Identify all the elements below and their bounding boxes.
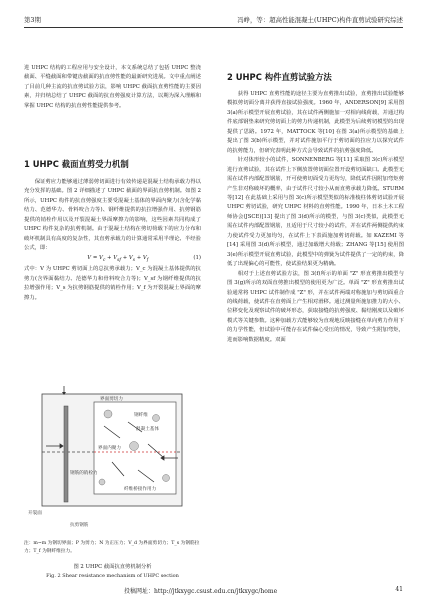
formula-description: 式中：V 为 UHPC 剪切面上的总抗剪承载力；V_c 为混凝土基体提供的抗剪力(含界面黏结力、范德华力和骨料咬合力等)；V_sf 为钢纤维提供的抗拉增强作用；V_s 为抗剪钢筋提供的销栓作用；V_f 为开裂混凝土界面的摩擦力。 bbox=[24, 266, 201, 301]
label-shear-reinforcement: 抗剪钢筋 bbox=[70, 523, 89, 528]
page-number: 41 bbox=[395, 586, 403, 593]
footer-journal-label: 投稿网址： bbox=[124, 588, 155, 595]
label-crack-surface: 开裂面 bbox=[28, 511, 42, 516]
right-paragraph-3: 相对于上述直剪试验方法，图 3(f)所示的单面 "Z" 形直剪推出模型与图 3(g)所示的双面直剪推出模型的使用更为广泛。单面 "Z" 形直剪推出试验通常将 UHPC 试件制作成 "Z" 形，并在试件两端对称施加与剪切面重合的线荷载，使试件在直剪面上产生相对滑移。通过测量所施加推力的大小、位移变化及观察试件的破坏形态，获取接缝的抗剪强度、黏结刚度以及破坏模式等关键参数。这种加载方式能够较为直观地反映接缝在单向剪力作用下的力学性能，但试验中可能存在试件偏心受压的情况，导致产生附加弯矩，进而影响数据精度。双面 bbox=[227, 270, 404, 343]
left-column bbox=[24, 64, 201, 111]
section-2-title: 2 UHPC 构件直剪试验方法 bbox=[227, 72, 332, 82]
intro-paragraph: 进 UHPC 结构的工程应用与安全设计，本文系统总结了包括 UHPC 整浇截面、平缝截面和带键齿截面的抗直剪性能的最新研究进展。文中重点阐述了目前几种主流的抗直剪试验方法，影响 UHPC 截面抗直剪性能的主要因素，并归纳总结了 UHPC 截面的抗直剪强度计算方法，以期为深入理解和掌握 UHPC 结构的抗直剪性能提供参考。 bbox=[24, 65, 201, 109]
label-interface-shear: 界面剪切力 bbox=[100, 397, 123, 402]
running-header bbox=[24, 12, 403, 26]
right-paragraph-1: 获得 UHPC 直剪性能的途径主要为直剪推出试验，直剪推出试验能够模拟剪切面分离并获得直接试验强度。1960 年，ANDERSON[9] 采用图 3(a)所示模型开展直剪试验，其在试件两侧施加一对相向线荷载，并通过构件底部钢垫来研究剪切面上的剪力传递机制，此模型为后续剪切模型的出现提供了思路。1972 年，MATTOCK 等[10] 在图 3(a)所示模型的基础上提出了图 3(b)所示模型，并对试件施加平行于剪切面的拉应力以探究试件的抗剪能力，但研究表明此种方式会导致试件的抗剪强度降低。 bbox=[227, 91, 404, 154]
figure-note: 注：m~m 为钢切界面；P 为剪力；N 为正压力；V_d 为界面剪切力；T_s 为钢筋拉力；T_f 为钢纤维拉力。 bbox=[24, 541, 200, 554]
label-aggregate: 混凝土基体 bbox=[136, 427, 159, 432]
right-column bbox=[227, 90, 404, 345]
header-rule bbox=[24, 27, 403, 28]
running-title: 冯峥，等：超高性能混凝土(UHPC)构件直剪试验研究综述 bbox=[237, 15, 403, 24]
label-interface-friction: 界面内聚力 bbox=[98, 446, 121, 451]
formula-number: (1) bbox=[193, 254, 201, 261]
figure-caption-en: Fig. 2 Shear resistance mechanism of UHPC section bbox=[46, 573, 179, 579]
shear-mechanism-diagram bbox=[24, 386, 201, 536]
figure-caption-zh: 图 2 UHPC 截面抗直剪机制分析 bbox=[73, 564, 152, 570]
footer-url-line bbox=[124, 586, 277, 595]
figure-2 bbox=[24, 386, 201, 536]
label-dowel-force: 钢筋的销栓力 bbox=[70, 471, 98, 476]
label-steel-fiber: 钢纤维 bbox=[134, 413, 148, 418]
issue-label: 第3期 bbox=[24, 15, 41, 24]
section-1-paragraph: 保证剪应力能够通过薄弱剪切面进行有效传递是混凝土结构承载力得以充分发挥的基础。图 2 详细描述了 UHPC 截面的界面抗直剪机制。如图 2 所示，UHPC 构件的抗直剪强度主要受混凝土基体的界面内聚力(含化学黏结力、范德华力、骨料咬合力等)、钢纤维提供的抗拉增强作用、抗剪钢筋提供的销栓作用以及开裂混凝土界面摩擦力的影响，这些因素共同构成了 UHPC 构件复杂的抗剪机制。由于混凝土结构在剪切荷载下的应力分布和破坏机制具有高度的复杂性，其直剪承载力的计算通常采用半理论、半经验公式，即： bbox=[24, 179, 201, 252]
section-1-title: 1 UHPC 截面直剪受力机制 bbox=[24, 159, 129, 169]
section-1-body bbox=[24, 178, 201, 303]
label-fiber-bridging: 纤维桥接作用力 bbox=[124, 487, 157, 492]
formula-1: $V = V_c + V_{sf} + V_s + V_f$ (1) bbox=[87, 254, 201, 263]
right-paragraph-2: 针对体形较小的试件，SONNENBERG 等[11] 采取图 3(c)所示模型进行直剪试验，其在试件上下侧放置剪切面位置开设剪切面缺口。此模型无需在试件内部配置钢筋，开可使剪切面受力更均匀，降低试件因附加弯矩剪产生非对称破坏的概率，由于试件尺寸较小从而直剪承载力降低。STURM 等[12] 在此基础上采用与图 3(c)所示模型类似的标准棱柱体剪切试验开展 UHPC 剪切试验，研究 UHPC 材料的直剪性能。1990 年，日本土木工程师协会(JSCE)[13] 提出了图 3(d)所示的模型，与图 3(c)类似，此模型无需在试件内部配置钢筋，且适用于尺寸较小的试件，并在试件两侧提供约束力使试件受力更加均匀，在试件上下表面施加剪切荷载。如 KAZEMI 等[14] 采用图 3(d)所示模型，通过加载增大荷载；ZHANG 等[15] 使用图 3(e)所示模型开展直剪试验，此模型中的弹簧为试件提供了一定的约束，降低了出现偏心的可能性，使试验结果更为精确。 bbox=[227, 157, 404, 268]
shear-rebar bbox=[64, 406, 68, 502]
footer-url[interactable]: http://jtkxygc.csust.edu.cn/jtkxygc/home bbox=[154, 588, 278, 595]
page-footer bbox=[24, 586, 403, 595]
